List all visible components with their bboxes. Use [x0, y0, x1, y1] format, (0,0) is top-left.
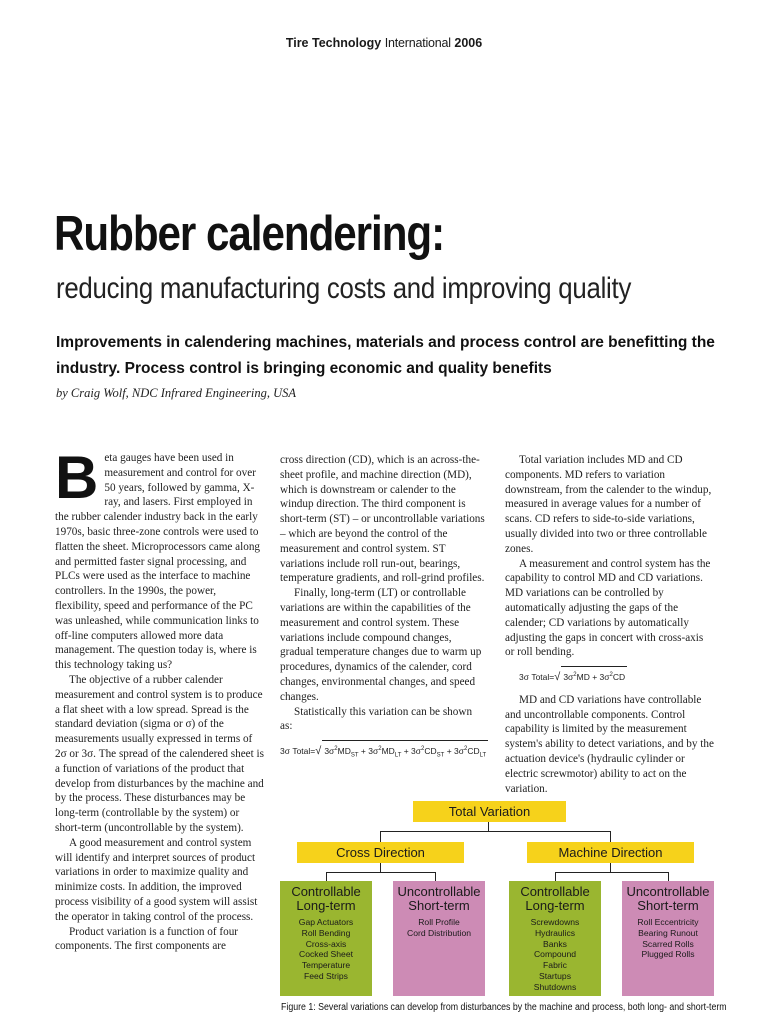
md-controllable-box [509, 881, 601, 996]
paragraph: cross direction (CD), which is an across-the-sheet profile, and machine direction (MD), which is downstream or calender to the windup direction. The third component is short-term (ST) – or uncontrollable variations – which are beyond the control of the measurement and control system. ST variations include roll run-out, bearings, temperature gradients, and roll-grind profiles. [280, 454, 485, 585]
formula-label: 3σ Total= [519, 671, 555, 682]
connector-line [610, 831, 611, 842]
connector-line [380, 831, 611, 832]
paragraph [55, 444, 265, 673]
body-column-1 [55, 444, 265, 954]
connector-line [380, 831, 381, 842]
drop-cap: B [55, 444, 99, 511]
connector-line [555, 872, 556, 881]
paragraph-text: eta gauges have been used in measurement and control for over 50 years, followed by gamma, X-ray, and lasers. First employed in the rubber calender industry back in the early 1970s, basic three-zone controls were used to flatten the sheet. Microprocessors came along and permitted faster signal processing, and PLCs were used as the interface to machine controllers. In the 1990s, the power, flexibility, speed and performance of the PC was unleashed, while communication links to off-line computers allowed more data management. The question today is, where is this technology taking us? [55, 452, 261, 672]
category-title: Uncontrollable Short-term [626, 884, 710, 913]
cross-direction-box: Cross Direction [297, 842, 464, 863]
category-title: Uncontrollable Short-term [397, 884, 481, 913]
paragraph: MD and CD variations have controllable and uncontrollable components. Control capability is limited by the measurement system's ability to detect variations, and by the actuation device's (hydraulic cylinder or electric screwmotor) ability to act on the variation. [505, 693, 714, 795]
article-subtitle: reducing manufacturing costs and improving quality [56, 272, 632, 305]
cd-controllable-box [280, 881, 372, 996]
category-title: Controllable Long-term [291, 884, 361, 913]
cd-uncontrollable-box [393, 881, 485, 996]
category-items: Roll Eccentricity Bearing Runout Scarred Rolls Plugged Rolls [637, 917, 699, 960]
md-uncontrollable-box [622, 881, 714, 996]
paragraph: Finally, long-term (LT) or controllable variations are within the capabilities of the measurement and control system. These variations include compound changes, gradual temperature changes due to warm up procedures, dynamics of the calender, cord changes, environmental changes, and speed changes. [280, 587, 482, 703]
header-brand: Tire Technology [285, 36, 382, 50]
header-year: 2006 [454, 36, 483, 50]
category-items: Screwdowns Hydraulics Banks Compound Fabric Startups Shutdowns [530, 917, 580, 992]
paragraph: Total variation includes MD and CD components. MD refers to variation downstream, from the calender to the windup, measured in average values for a number of scans. CD refers to side-to-side variations, usually divided into two or three controllable zones. [505, 454, 712, 555]
running-header [0, 36, 768, 50]
machine-direction-box: Machine Direction [527, 842, 694, 863]
category-items: Gap Actuators Roll Bending Cross-axis Cocked Sheet Temperature Feed Strips [298, 917, 354, 981]
connector-line [668, 872, 669, 881]
paragraph: A good measurement and control system will identify and interpret sources of product variations in order to maximize quality and minimize costs. In addition, the improved process visibility of a good system will assist the operator in taking control of the process. [55, 836, 258, 923]
body-column-3 [505, 453, 715, 796]
figure-caption: Figure 1: Several variations can develop from disturbances by the machine and process, both long- and short-term [281, 1002, 727, 1013]
paragraph: The objective of a rubber calender measurement and control system is to produce a flat sheet with a low spread. Spread is the standard deviation (sigma or σ) of the measurements usually expressed in terms of 2σ or 3σ. The spread of the calendered sheet is a function of variations of the product that develop from disturbances by the machine and by the process. These disturbances may be long-term (controllable by the system) or short-term (uncontrollable by the system). [55, 673, 265, 834]
connector-line [435, 872, 436, 881]
connector-line [555, 872, 668, 873]
paragraph: Product variation is a function of four components. The first components are [55, 925, 239, 953]
category-title: Controllable Long-term [520, 884, 590, 913]
connector-line [326, 872, 327, 881]
body-column-2 [280, 453, 487, 763]
paragraph: A measurement and control system has the capability to control MD and CD variations. MD variations can be controlled by automatically adjusting the gaps of the calender; CD variations by automatically adjusting the gaps in concert with cross-axis or roll bending. [505, 557, 711, 659]
total-variation-box: Total Variation [413, 801, 566, 822]
byline: by Craig Wolf, NDC Infrared Engineering, USA [56, 386, 297, 400]
header-publication: International [384, 36, 451, 50]
total-variation-formula: 3σ Total=√ $3\sigma^2MD_{ST} + 3\sigma^2MD_{LT} + 3\sigma^2CD_{ST} + 3\sigma^2CD_{LT}$ [280, 740, 487, 763]
connector-line [326, 872, 435, 873]
md-cd-formula: 3σ Total=√ $3\sigma^2MD + 3\sigma^2CD$ [519, 666, 715, 685]
article-title: Rubber calendering: [54, 207, 445, 261]
paragraph: Statistically this variation can be shown as: [280, 705, 473, 733]
standfirst: Improvements in calendering machines, materials and process control are benefitting the industry. Process control is bringing economic and quality benefits [56, 334, 715, 377]
category-items: Roll Profile Cord Distribution [407, 917, 471, 938]
formula-label: 3σ Total= [280, 745, 316, 756]
